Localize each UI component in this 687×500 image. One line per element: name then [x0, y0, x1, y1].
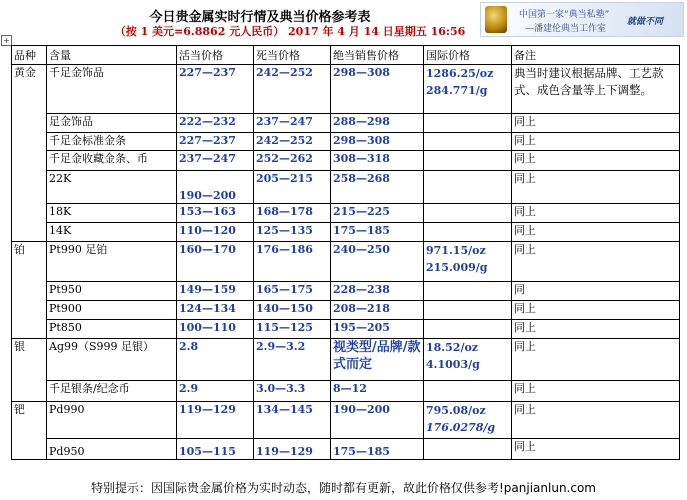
header-note: 备注 — [512, 46, 680, 65]
note: 同上 — [512, 133, 680, 151]
header-category: 品种 — [12, 46, 47, 65]
intl-price — [424, 133, 512, 151]
item-name: Pd990 — [47, 402, 177, 439]
dead-price: 140—150 — [254, 301, 331, 320]
table-row — [12, 151, 680, 171]
active-price: 227—237 — [177, 133, 254, 151]
sale-price: 175—185 — [331, 439, 424, 460]
sale-price: 195—205 — [331, 320, 424, 339]
sale-price: 298—308 — [331, 133, 424, 151]
item-name: Pt900 — [47, 301, 177, 320]
table-row — [12, 381, 680, 402]
dead-price: 3.0—3.3 — [254, 381, 331, 402]
sale-price: 215—225 — [331, 204, 424, 223]
sale-price: 298—308 — [331, 65, 424, 114]
intl-price — [424, 339, 512, 381]
intl-price-oz: 795.08/oz — [426, 404, 486, 417]
table-row — [12, 133, 680, 151]
intl-price-g: 215.009/g — [426, 261, 488, 274]
intl-price — [424, 204, 512, 223]
gold-emblem-icon — [485, 6, 507, 33]
table-row — [12, 114, 680, 133]
item-name: 千足金标准金条 — [47, 133, 177, 151]
item-name: 足金饰品 — [47, 114, 177, 133]
sale-price: 视类型/品牌/款式而定 — [331, 339, 424, 381]
dead-price: 125—135 — [254, 223, 331, 242]
active-price: 190—200 — [177, 171, 254, 204]
item-name: Pd950 — [47, 439, 177, 460]
logo-line-1: 中国第一家“典当私塾” — [519, 10, 610, 20]
item-name: 千足金收藏金条、币 — [47, 151, 177, 171]
intl-price — [424, 151, 512, 171]
active-price: 119—129 — [177, 402, 254, 439]
intl-price — [424, 282, 512, 301]
category-silver: 银 — [12, 339, 47, 402]
logo-line-2: —潘建伦典当工作室 — [525, 24, 607, 34]
intl-price-g: 4.1003/g — [426, 358, 480, 371]
intl-price — [424, 301, 512, 320]
dead-price: 165—175 — [254, 282, 331, 301]
sale-price: 228—238 — [331, 282, 424, 301]
intl-price — [424, 223, 512, 242]
note: 同 — [512, 282, 680, 301]
intl-price — [424, 402, 512, 439]
intl-price-g: 284.771/g — [426, 84, 488, 97]
item-name: Pt950 — [47, 282, 177, 301]
table-row — [12, 171, 680, 204]
item-name: Pt850 — [47, 320, 177, 339]
active-price: 2.9 — [177, 381, 254, 402]
item-name: 18K — [47, 204, 177, 223]
note: 同上 — [512, 402, 680, 439]
note: 典当时建议根据品牌、工艺款式、成色含量等上下调整。 — [512, 65, 680, 114]
table-row — [12, 439, 680, 460]
intl-price-g: 176.0278/g — [426, 421, 496, 434]
intl-price — [424, 320, 512, 339]
active-price: 222—232 — [177, 114, 254, 133]
dead-price: 252—262 — [254, 151, 331, 171]
note: 同上 — [512, 204, 680, 223]
header-sale-price: 绝当销售价格 — [331, 46, 424, 65]
active-price: 100—110 — [177, 320, 254, 339]
header-dead-price: 死当价格 — [254, 46, 331, 65]
note: 同上 — [512, 381, 680, 402]
item-name: Pt990 足铂 — [47, 242, 177, 282]
category-palladium: 钯 — [12, 402, 47, 460]
note: 同上 — [512, 301, 680, 320]
price-table — [11, 45, 680, 460]
dead-price: 242—252 — [254, 133, 331, 151]
intl-price — [424, 171, 512, 204]
active-price: 227—237 — [177, 65, 254, 114]
table-row — [12, 339, 680, 381]
table-move-handle-icon[interactable]: + — [1, 35, 12, 46]
note: 同上 — [512, 223, 680, 242]
intl-price — [424, 65, 512, 114]
item-name: 千足银条/纪念币 — [47, 381, 177, 402]
intl-price — [424, 114, 512, 133]
dead-price: 119—129 — [254, 439, 331, 460]
intl-price — [424, 242, 512, 282]
sale-price: 240—250 — [331, 242, 424, 282]
active-price: 149—159 — [177, 282, 254, 301]
dead-price: 237—247 — [254, 114, 331, 133]
header-intl-price: 国际价格 — [424, 46, 512, 65]
dead-price: 242—252 — [254, 65, 331, 114]
header-active-price: 活当价格 — [177, 46, 254, 65]
intl-price — [424, 381, 512, 402]
active-price: 2.8 — [177, 339, 254, 381]
footer-notice: 特别提示：因国际贵金属价格为实时动态，随时都有更新，故此价格仅供参考!panjianlun.com — [90, 481, 596, 495]
table-row — [12, 301, 680, 320]
item-name: 14K — [47, 223, 177, 242]
active-price: 110—120 — [177, 223, 254, 242]
dead-price: 2.9—3.2 — [254, 339, 331, 381]
table-row — [12, 204, 680, 223]
logo-slogan: 就做不同 — [627, 17, 664, 27]
table-row — [12, 65, 680, 114]
page-title: 今日贵金属实时行情及典当价格参考表 — [149, 10, 371, 25]
table-row — [12, 282, 680, 301]
active-price: 124—134 — [177, 301, 254, 320]
sale-price: 208—218 — [331, 301, 424, 320]
note: 同上 — [512, 339, 680, 381]
table-header-row — [12, 46, 680, 65]
intl-price-oz: 971.15/oz — [426, 244, 486, 257]
sale-price: 190—200 — [331, 402, 424, 439]
dead-price: 176—186 — [254, 242, 331, 282]
dead-price: 115—125 — [254, 320, 331, 339]
sale-price: 8—12 — [331, 381, 424, 402]
active-price: 160—170 — [177, 242, 254, 282]
intl-price — [424, 439, 512, 460]
item-name: Ag99（S999 足银） — [47, 339, 177, 381]
header-content: 含量 — [47, 46, 177, 65]
active-price: 105—115 — [177, 439, 254, 460]
studio-logo — [480, 2, 684, 37]
dead-price: 134—145 — [254, 402, 331, 439]
sale-price: 175—185 — [331, 223, 424, 242]
dead-price: 168—178 — [254, 204, 331, 223]
category-gold: 黄金 — [12, 65, 47, 242]
page-subtitle: （按 1 美元=6.8862 元人民币） 2017 年 4 月 14 日星期五 16:56 — [114, 25, 466, 38]
table-row — [12, 242, 680, 282]
note: 同上 — [512, 320, 680, 339]
intl-price-oz: 18.52/oz — [426, 341, 479, 354]
note: 同上 — [512, 242, 680, 282]
sale-price: 308—318 — [331, 151, 424, 171]
sale-price: 288—298 — [331, 114, 424, 133]
active-price: 237—247 — [177, 151, 254, 171]
note: 同上 — [512, 151, 680, 171]
category-platinum: 铂 — [12, 242, 47, 339]
item-name: 千足金饰品 — [47, 65, 177, 114]
table-row — [12, 402, 680, 439]
note: 同上 — [512, 114, 680, 133]
item-name: 22K — [47, 171, 177, 204]
intl-price-oz: 1286.25/oz — [426, 67, 494, 80]
note: 同上 — [512, 439, 680, 460]
sale-price: 258—268 — [331, 171, 424, 204]
active-price: 153—163 — [177, 204, 254, 223]
dead-price: 205—215 — [254, 171, 331, 204]
table-row — [12, 320, 680, 339]
note: 同上 — [512, 171, 680, 204]
table-row — [12, 223, 680, 242]
